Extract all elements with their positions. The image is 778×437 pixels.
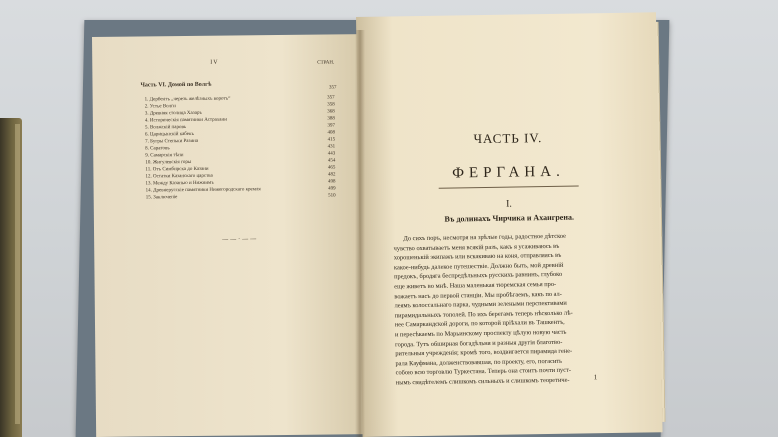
title-rule [439, 186, 579, 189]
toc-item-label: 14. Древнерусскіе памятники Нижегородскаго кремля [145, 187, 261, 194]
body-line: пирамидальныхъ тополей. По ихъ берегамъ теперь нѣсколько лѣ- [394, 309, 573, 320]
toc-title: Часть VI. Домой по Волгѣ [140, 81, 212, 89]
left-page [92, 34, 366, 437]
book-page-edge [15, 124, 20, 424]
toc-item-page: 397 [327, 123, 335, 129]
toc-item-page: 443 [327, 151, 336, 157]
body-line: рала Кауфмана, долженствовавшая, по проекту, его, погасить [395, 357, 563, 368]
body-line: собою всю торговлю Туркестана. Теперь она стоитъ почти пуст- [395, 366, 572, 377]
toc-item-page: 408 [327, 130, 336, 136]
body-line: чувство охватываетъ меня всякій разъ, какъ я усаживаюсь въ [393, 242, 560, 253]
page-title: ФЕРГАНА. [452, 163, 565, 182]
part-heading: ЧАСТЬ IV. [473, 130, 543, 147]
toc-item-page: 465 [327, 165, 336, 171]
toc-first-page: 357 [329, 85, 337, 91]
book-gutter [355, 30, 365, 437]
toc-item-label: 2. Устье Волги [144, 104, 176, 110]
body-line: леямъ колоссальнаго парка, чудными зелеными перспективами [394, 299, 567, 310]
adjacent-book [0, 118, 22, 437]
body-line: нымъ свидѣтелемъ слишкомъ сильныхъ и слишкомъ теоретиче- [395, 376, 570, 387]
toc-item-label: 4. Историческія памятники Астрахани [144, 117, 227, 124]
toc-item-page: 415 [327, 137, 336, 143]
toc-item-label: 15. Заключеніе [145, 195, 178, 201]
toc-item-page: 358 [327, 102, 335, 108]
table-of-contents [145, 94, 336, 201]
toc-item-page: 357 [327, 95, 335, 101]
page-number: 1 [593, 373, 598, 382]
toc-item-label: 13. Между Казанью и Нижнимъ [145, 180, 214, 187]
body-line: хорошенькій экипажъ или вскакиваю на коня, отправляясь въ [393, 251, 562, 262]
toc-item-page: 510 [328, 193, 336, 199]
body-line: и пересѣкаемъ по Марьинскому проспекту цѣлую новую часть [394, 328, 567, 339]
body-line: вожаетъ насъ до первой станціи. Мы пробѣгаемъ, какъ по ал- [394, 290, 562, 300]
toc-item-label: 3. Древняя столица Хазаръ [144, 110, 203, 117]
toc-item-page: 368 [327, 109, 335, 115]
body-text [393, 231, 639, 388]
body-line: еще живетъ во мнѣ. Наша маленькая тюремская семья про- [394, 280, 557, 291]
toc-item-page: 482 [327, 172, 336, 178]
ornament: ——·—— [222, 236, 259, 243]
toc-item-label: 12. Остатки Казанскаго царства [145, 173, 213, 180]
body-line: города. Тутъ обширная богадѣльня и разныя другія благотво- [395, 338, 563, 348]
toc-item [146, 192, 336, 201]
body-line: предокъ, бродяга беспредѣльныхъ русскихъ равнинъ, глубоко [394, 271, 563, 281]
toc-item-label: 5. Волжскій паровъ [144, 125, 187, 131]
body-line: нее Самаркандской дороги, по которой пріѣхали въ Ташкентъ, [394, 319, 565, 329]
toc-item-page: 431 [327, 144, 336, 150]
right-page [356, 12, 663, 437]
toc-item-label: 6. Царицынскій кабекъ [145, 131, 195, 138]
column-label: СТРАН. [317, 60, 335, 66]
body-line: До сихъ поръ, несмотря на зрѣлые годы, радостное дѣтское [403, 232, 567, 243]
chapter-number: I. [505, 198, 512, 210]
toc-item-page: 388 [327, 116, 335, 122]
toc-item-label: 1. Дербентъ „черезъ желѣзныхъ воротъ“ [144, 96, 231, 103]
toc-item-page: 498 [328, 179, 336, 185]
running-roman: IV [210, 59, 219, 66]
toc-item-page: 499 [328, 186, 336, 192]
toc-item-label: 9. Самарскія тѣни [145, 153, 184, 159]
toc-item-page: 454 [327, 158, 336, 164]
toc-item-label: 10. Жигулевскія горы [145, 159, 192, 166]
body-line: рительныя учрежденія; кромѣ того, воздвигается пирамида гене- [395, 347, 573, 358]
toc-item-label: 7. Бугры Стеньки Разина [145, 138, 199, 145]
chapter-title: Въ долинахъ Чирчика и Ахангрена. [444, 212, 574, 224]
toc-item-label: 11. Отъ Симбирска до Казани [145, 166, 209, 173]
toc-item-label: 8. Саратовъ [145, 146, 170, 152]
body-line: какое-нибудь далекое путешествіе. Должно быть, мой древній [393, 261, 564, 272]
